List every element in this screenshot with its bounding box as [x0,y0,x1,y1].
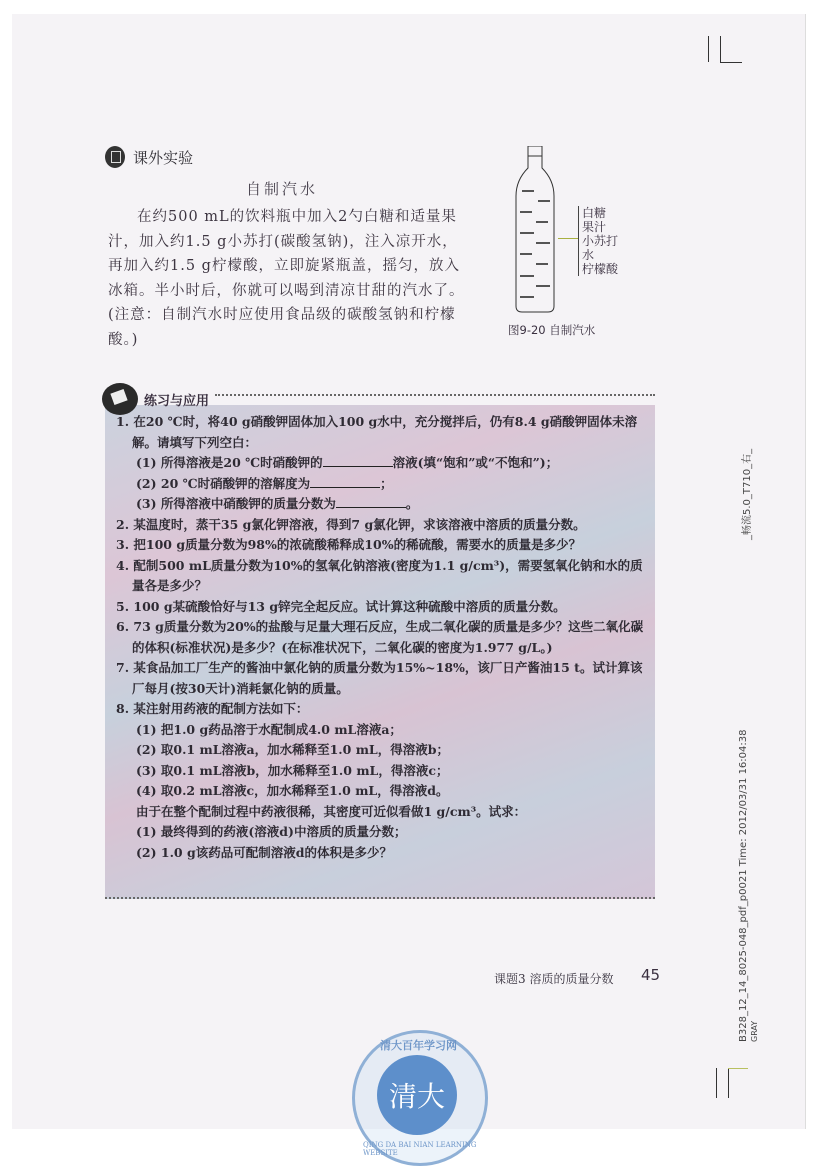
exercise-item: 5. 100 g某硫酸恰好与13 g锌完全起反应。试计算这种硫酸中溶质的质量分数。 [116,598,566,614]
exercise-item: 3. 把100 g质量分数为98%的浓硫酸稀释成10%的稀硫酸，需要水的质量是多少？ [116,537,582,552]
scan-mark-gray: GRAY [750,1020,759,1042]
figure-caption: 图9-20 自制汽水 [508,323,596,337]
bottle-label: 柠檬酸 [582,262,619,276]
experiment-section-label: 课外实验 [133,148,194,167]
bottle-labels [578,206,618,276]
page-number: 45 [641,966,661,984]
exercise-subitem: 由于在整个配制过程中药液很稀，其密度可近似看做1 g/cm³。试求： [136,803,527,819]
crop-mark [708,36,709,62]
exercise-subitem [116,474,648,495]
sub-text: (3) 所得溶液中硝酸钾的质量分数为 [136,496,336,511]
bottle-label: 果汁 [582,220,607,234]
experiment-icon [105,146,125,168]
sub-text: ； [380,475,393,491]
exercise-section-header [102,383,209,415]
experiment-section-header [105,146,193,168]
exercise-item: 4. 配制500 mL质量分数为10%的氢氧化钠溶液(密度为1.1 g/cm³)，需要氢氧化钠和水的质量各是多少？ [116,557,643,593]
answer-blank [323,454,393,467]
experiment-title: 自制汽水 [246,180,319,198]
exercise-list [116,412,648,863]
crop-mark [728,1068,729,1098]
watermark-center: 清大 [377,1055,457,1135]
exercise-item: 7. 某食品加工厂生产的酱油中氯化钠的质量分数为15%~18%，该厂日产酱油15 t。试计算该厂每月(按30天计)消耗氯化钠的质量。 [116,660,643,696]
exercise-section-label: 练习与应用 [144,393,210,409]
exercise-subitem: (2) 1.0 g该药品可配制溶液d的体积是多少？ [136,844,392,860]
sub-text: 溶液(填“饱和”或“不饱和”)； [392,455,559,470]
exercise-item: 2. 某温度时，蒸干35 g氯化钾溶液，得到7 g氯化钾，求该溶液中溶质的质量分数。 [116,516,586,532]
crop-mark [716,1068,717,1098]
exercise-subitem: (1) 把1.0 g药品溶于水配制成4.0 mL溶液a； [136,721,402,737]
exercise-subitem [116,494,648,515]
chapter-footer: 课题3 溶质的质量分数 [494,972,614,986]
dotted-divider [215,394,655,396]
answer-blank [336,495,406,508]
experiment-body: 在约500 mL的饮料瓶中加入2勺白糖和适量果汁，加入约1.5 g小苏打(碳酸氢钠)，注入凉开水，再加入约1.5 g柠檬酸，立即旋紧瓶盖，摇匀，放入冰箱。半小时后，你就可以喝到清凉甘甜的汽水了。(注意：自制汽水时应使用食品级的碳酸氢钠和柠檬酸。) [108,209,465,348]
bottle-label: 小苏打 [582,234,619,248]
bottle-label: 水 [582,248,595,262]
watermark-bottom-text: QING DA BAI NIAN LEARNING WEBSITE [363,1141,477,1157]
scan-mark-lower: B328_12_14_8025-048_pdf_p0021 Time: 2012/03/31 16:04:38 [738,729,749,1042]
sub-text: (1) 所得溶液是20 ℃时硝酸钾的 [136,455,323,470]
label-leader-line [558,238,578,239]
exercise-subitem [116,453,648,474]
crop-mark [720,62,742,63]
exercise-subitem: (1) 最终得到的药液(溶液d)中溶质的质量分数； [136,824,407,839]
exercise-subitem: (2) 取0.1 mL溶液a，加水稀释至1.0 mL，得溶液b； [136,742,449,757]
exercise-item: 1. 在20 ℃时，将40 g硝酸钾固体加入100 g水中，充分搅拌后，仍有8.4 g硝酸钾固体未溶解。请填写下列空白： [116,414,638,450]
sub-text: (2) 20 ℃时硝酸钾的溶解度为 [136,475,311,491]
bottle-label: 白糖 [582,206,607,220]
exercise-item: 8. 某注射用药液的配制方法如下： [116,701,309,716]
sub-text: 。 [405,496,419,511]
crop-mark [720,36,721,62]
crop-mark [728,1068,748,1069]
watermark-logo [352,1030,488,1166]
exercise-subitem: (4) 取0.2 mL溶液c，加水稀释至1.0 mL，得溶液d。 [136,783,449,798]
answer-blank [310,475,380,488]
scan-mark-upper: _畅流5.0_T710_右_ [742,448,753,540]
exercise-item: 6. 73 g质量分数为20%的盐酸与足量大理石反应，生成二氧化碳的质量是多少？这些二氧化碳的体积(标准状况)是多少？(在标准状况下，二氧化碳的密度为1.977 g/L。) [116,619,644,655]
bottle-illustration [512,146,558,314]
exercise-icon [102,383,138,415]
exercise-subitem: (3) 取0.1 mL溶液b，加水稀释至1.0 mL，得溶液c； [136,762,449,778]
watermark-top-text: 清大百年学习网 [380,1039,457,1052]
